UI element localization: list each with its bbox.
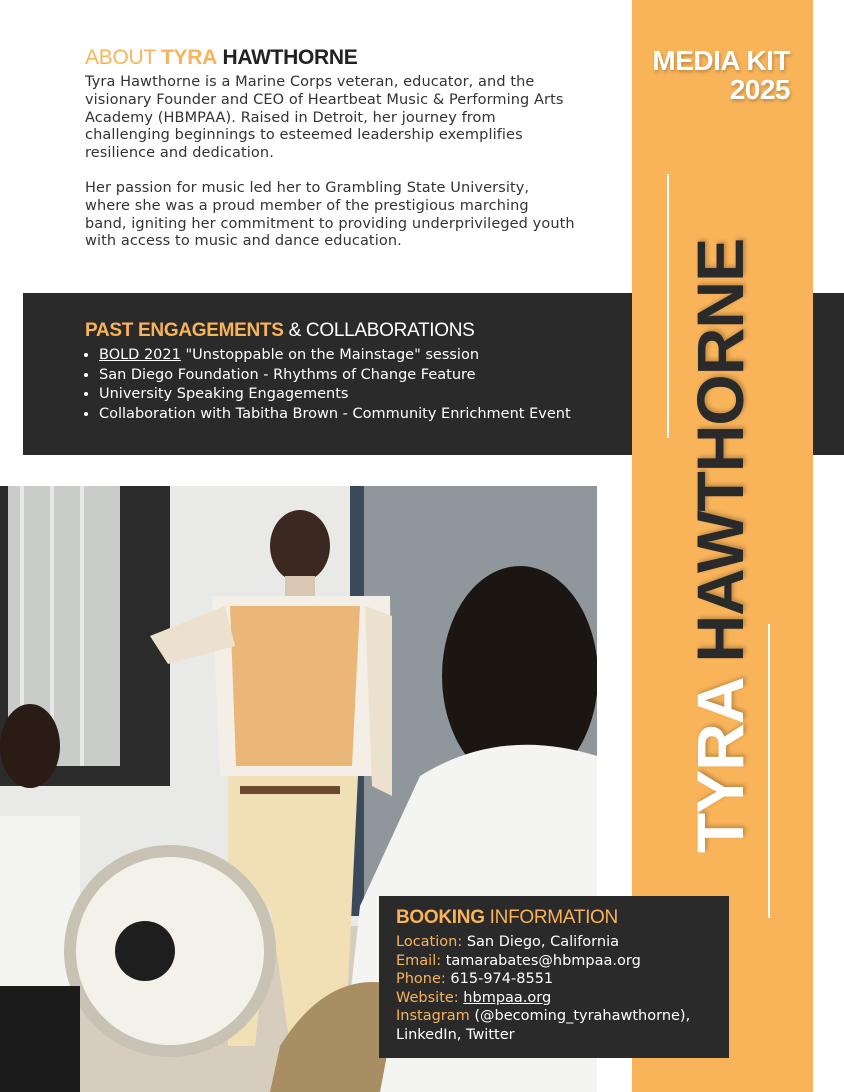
booking-other-socials: LinkedIn, Twitter — [396, 1026, 515, 1043]
instagram-label: Instagram — [396, 1008, 470, 1024]
email-label: Email: — [396, 952, 442, 969]
about-heading-prefix: ABOUT — [85, 46, 156, 69]
booking-phone-row — [396, 970, 712, 989]
vertical-last-name: HAWTHORNE — [683, 238, 757, 663]
list-item — [99, 405, 630, 425]
decorative-line-bottom — [768, 624, 770, 918]
about-heading — [85, 46, 575, 70]
engagements-heading-rest: & COLLABORATIONS — [288, 320, 475, 341]
engagements-list — [85, 346, 630, 424]
booking-instagram-row — [396, 1007, 712, 1026]
list-item — [99, 385, 630, 405]
vertical-name-title — [682, 239, 758, 853]
booking-heading-bold: BOOKING — [396, 907, 485, 928]
instagram-handle[interactable]: (@becoming_tyrahawthorne), — [474, 1008, 691, 1024]
booking-box — [379, 896, 729, 1058]
list-item-text: San Diego Foundation - Rhythms of Change Feature — [99, 366, 476, 383]
about-paragraph-2: Her passion for music led her to Grambling State University, where she was a proud member of the prestigious marching band, igniting her commitment to providing underprivileged youth with access to music and dance education. — [85, 179, 575, 250]
list-item-text: University Speaking Engagements — [99, 386, 349, 402]
decorative-line-top — [667, 174, 669, 438]
about-heading-last: HAWTHORNE — [222, 46, 358, 69]
booking-heading-rest: INFORMATION — [489, 907, 618, 928]
location-label: Location: — [396, 934, 463, 950]
list-item — [99, 346, 630, 366]
list-item-text: "Unstoppable on the Mainstage" session — [180, 347, 480, 363]
phone-label: Phone: — [396, 971, 446, 987]
website-label: Website: — [396, 989, 459, 1006]
booking-heading — [396, 907, 712, 929]
media-kit-year: 2025 — [729, 74, 790, 105]
booking-location-row — [396, 933, 712, 952]
engagements-section — [85, 320, 630, 424]
about-paragraph-1: Tyra Hawthorne is a Marine Corps veteran, educator, and the visionary Founder and CEO of Heartbeat Music & Performing Arts Academy (HBMPAA). Raised in Detroit, her journey from challenging beginnings to esteemed leadership exemplifies resilience and dedication. — [85, 74, 564, 162]
phone-value: 615-974-8551 — [450, 971, 554, 987]
about-heading-first: TYRA — [161, 46, 217, 69]
list-item — [99, 366, 630, 386]
website-link[interactable]: hbmpaa.org — [463, 989, 552, 1006]
booking-website-row — [396, 989, 712, 1008]
engagements-heading-bold: PAST ENGAGEMENTS — [85, 320, 284, 341]
location-value: San Diego, California — [466, 934, 619, 950]
bold-2021-link[interactable]: BOLD 2021 — [99, 347, 181, 363]
about-section — [85, 46, 575, 268]
booking-email-row — [396, 952, 712, 971]
email-value[interactable]: tamarabates@hbmpaa.org — [445, 952, 641, 969]
list-item-text: Collaboration with Tabitha Brown - Community Enrichment Event — [99, 405, 571, 422]
vertical-first-name: TYRA — [683, 679, 757, 854]
engagements-background-right — [813, 293, 844, 455]
media-kit-line1: MEDIA KIT — [652, 45, 790, 76]
media-kit-label — [652, 46, 790, 104]
engagements-heading — [85, 320, 630, 342]
